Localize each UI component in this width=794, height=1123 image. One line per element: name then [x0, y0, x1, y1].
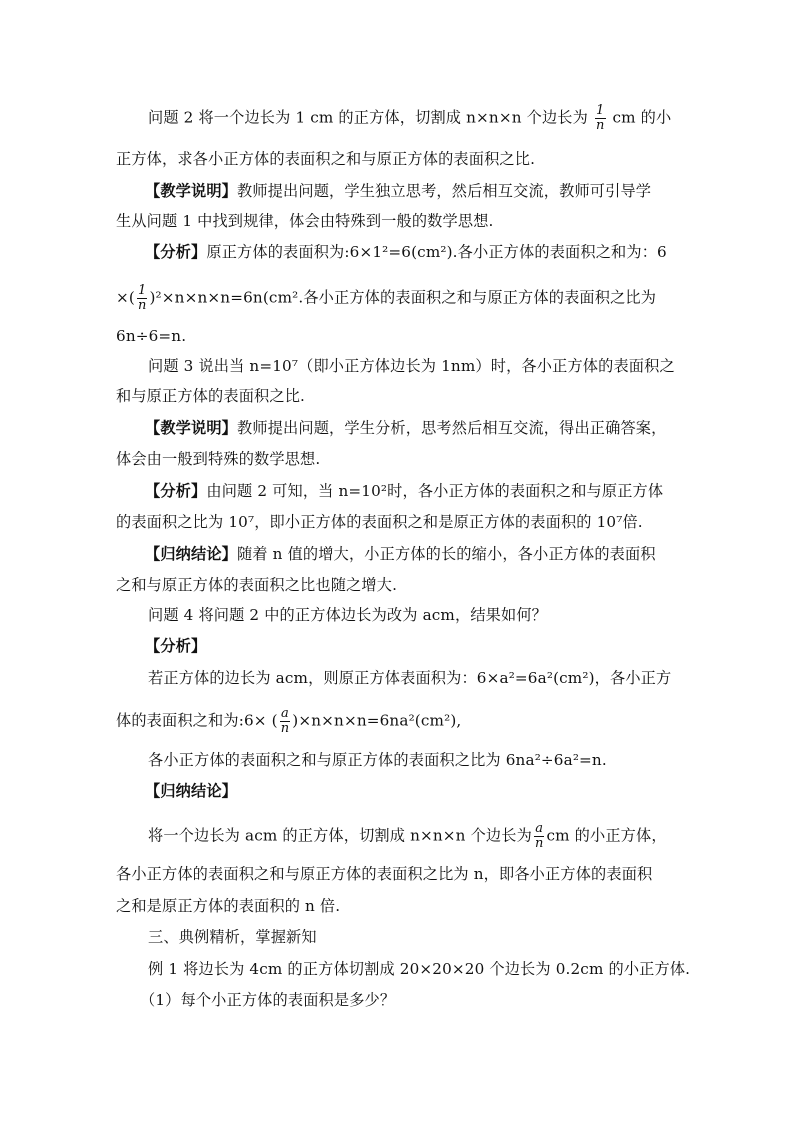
fraction-1-over-n: $\frac{1}{n}$ — [137, 283, 147, 313]
fraction-1-over-n: $\frac{1}{n}$ — [595, 103, 605, 133]
example1-question1: （1）每个小正方体的表面积是多少？ — [140, 991, 396, 1009]
analysis1-line2: ×( $\frac{1}{n}$ )²×n×n×n=6n(cm².各小正方体的表面积之和与原正方体的表面积之比为 — [116, 283, 657, 313]
teaching-note-tag: 【教学说明】 — [145, 419, 238, 437]
question4: 问题 4 将问题 2 中的正方体边长为改为 acm，结果如何？ — [148, 606, 548, 624]
analysis1-line3: 6n÷6=n. — [116, 327, 187, 345]
conclusion2-line1: 将一个边长为 acm 的正方体，切割成 n×n×n 个边长为 $\frac{a}{n}$ cm 的小正方体， — [148, 821, 667, 851]
teaching-note-tag: 【教学说明】 — [145, 182, 238, 200]
section-heading: 三、典例精析，掌握新知 — [148, 928, 317, 946]
conclusion2-line2: 各小正方体的表面积之和与原正方体的表面积之比为 n，即各小正方体的表面积 — [116, 865, 653, 883]
question2-line2: 正方体，求各小正方体的表面积之和与原正方体的表面积之比. — [116, 150, 536, 168]
analysis3-line1: 若正方体的边长为 acm，则原正方体表面积为：6×a²=6a²(cm²)，各小正方 — [148, 669, 672, 687]
analysis2-line2: 的表面积之比为 10⁷，即小正方体的表面积之和是原正方体的表面积的 10⁷倍. — [116, 513, 643, 531]
question2-line1 — [148, 104, 671, 133]
fraction-a-over-n: $\frac{a}{n}$ — [534, 821, 544, 851]
analysis-tag: 【分析】 — [145, 243, 207, 261]
teaching-note2-line1: 【教学说明】教师提出问题，学生分析，思考然后相互交流，得出正确答案， — [145, 419, 667, 437]
teaching-note1-line2: 生从问题 1 中找到规律，体会由特殊到一般的数学思想. — [116, 212, 494, 230]
analysis1-line1: 【分析】原正方体的表面积为:6×1²=6(cm²).各小正方体的表面积之和为：6 — [145, 243, 667, 261]
conclusion1-line2: 之和与原正方体的表面积之比也随之增大. — [116, 576, 398, 594]
fraction-a-over-n: $\frac{a}{n}$ — [280, 706, 290, 736]
analysis-tag: 【分析】 — [145, 482, 207, 500]
question3-line1: 问题 3 说出当 n=10⁷（即小正方体边长为 1nm）时，各小正方体的表面积之 — [148, 357, 675, 375]
analysis2-line1: 【分析】由问题 2 可知，当 n=10²时，各小正方体的表面积之和与原正方体 — [145, 482, 664, 500]
text-run: 问题 2 将一个边长为 1 cm 的正方体，切割成 n×n×n 个边长为 — [148, 108, 588, 127]
analysis3-line2: 体的表面积之和为:6× ( $\frac{a}{n}$ )×n×n×n=6na²(cm²), — [116, 706, 462, 736]
example1: 例 1 将边长为 4cm 的正方体切割成 20×20×20 个边长为 0.2cm 的小正方体. — [148, 960, 691, 978]
teaching-note1-line1: 【教学说明】教师提出问题，学生独立思考，然后相互交流，教师可引导学 — [145, 182, 652, 200]
question3-line2: 和与原正方体的表面积之比. — [116, 387, 306, 405]
analysis3-tag: 【分析】 — [145, 637, 207, 655]
teaching-note2-line2: 体会由一般到特殊的数学思想. — [116, 450, 321, 468]
analysis3-line3: 各小正方体的表面积之和与原正方体的表面积之比为 6na²÷6a²=n. — [148, 751, 607, 769]
conclusion2-line3: 之和是原正方体的表面积的 n 倍. — [116, 897, 341, 915]
conclusion-tag: 【归纳结论】 — [145, 545, 238, 563]
conclusion2-tag: 【归纳结论】 — [145, 782, 238, 800]
conclusion1-line1: 【归纳结论】随着 n 值的增大，小正方体的长的缩小，各小正方体的表面积 — [145, 545, 656, 563]
text-run: cm 的小 — [612, 108, 672, 127]
